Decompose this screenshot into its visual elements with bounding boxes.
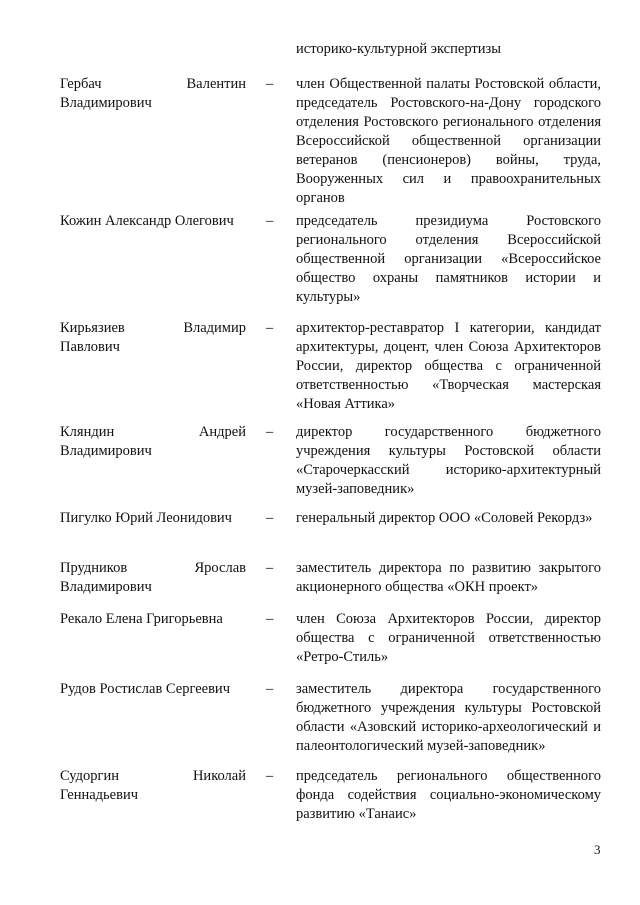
page-number: 3 bbox=[594, 842, 601, 857]
dash: – bbox=[266, 424, 274, 440]
dash: – bbox=[266, 213, 274, 229]
member-description: председатель регионального общественного фонда содействия социально-экономическому развитию «Танаис» bbox=[296, 768, 601, 822]
member-name: Кляндин Андрей Владимирович bbox=[60, 424, 246, 459]
member-description: архитектор-реставратор I категории, кандидат архитектуры, доцент, член Союза Архитекторов России, директор общества с ограниченной ответственностью «Творческая мастерская «Новая Аттика» bbox=[296, 320, 601, 412]
member-description: генеральный директор ООО «Соловей Рекордз» bbox=[296, 510, 593, 526]
dash: – bbox=[266, 611, 274, 627]
dash: – bbox=[266, 681, 274, 697]
member-name: Гербач Валентин Владимирович bbox=[60, 76, 246, 111]
member-description: заместитель директора по развитию закрытого акционерного общества «ОКН проект» bbox=[296, 560, 601, 595]
continuation-text: историко-культурной экспертизы bbox=[296, 41, 501, 57]
member-name: Рудов Ростислав Сергеевич bbox=[60, 681, 230, 697]
member-description: заместитель директора государственного бюджетного учреждения культуры Ростовской области «Азовский историко-археологический и палеонтологический музей-заповедник» bbox=[296, 681, 601, 754]
member-description: член Союза Архитекторов России, директор общества с ограниченной ответственностью «Ретро-Стиль» bbox=[296, 611, 601, 665]
member-name: Кирьязиев Владимир Павлович bbox=[60, 320, 246, 355]
dash: – bbox=[266, 510, 274, 526]
member-name: Пигулко Юрий Леонидович bbox=[60, 510, 232, 526]
member-description: председатель президиума Ростовского регионального отделения Всероссийской общественной организации «Всероссийское общество охраны памятников истории и культуры» bbox=[296, 213, 601, 305]
member-name: Рекало Елена Григорьевна bbox=[60, 611, 223, 627]
member-description: директор государственного бюджетного учреждения культуры Ростовской области «Старочеркасский историко-архитектурный музей-заповедник» bbox=[296, 424, 601, 497]
dash: – bbox=[266, 320, 274, 336]
member-name: Прудников Ярослав Владимирович bbox=[60, 560, 246, 595]
member-description: член Общественной палаты Ростовской области, председатель Ростовского-на-Дону городского отделения Ростовского регионального отделения Всероссийской общественной организации ветеранов (пенсионеров) войны, труда, Вооруженных сил и правоохранительных органов bbox=[296, 76, 601, 206]
dash: – bbox=[266, 76, 274, 92]
dash: – bbox=[266, 768, 274, 784]
member-name: Кожин Александр Олегович bbox=[60, 213, 234, 229]
member-name: Судоргин Николай Геннадьевич bbox=[60, 768, 246, 803]
dash: – bbox=[266, 560, 274, 576]
